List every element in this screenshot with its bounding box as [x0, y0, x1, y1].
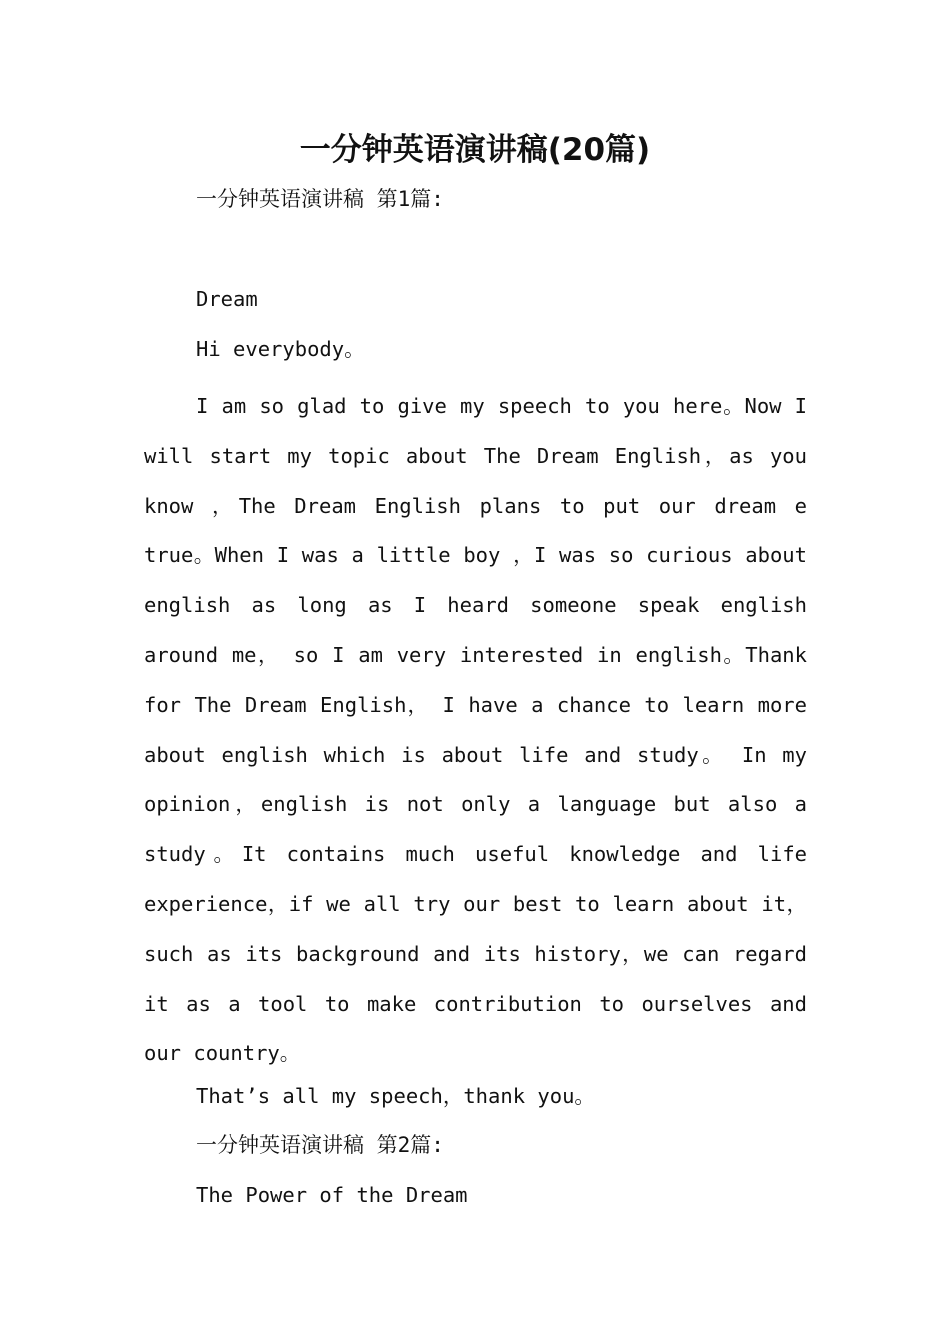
- speech-1-title: Dream: [196, 287, 258, 311]
- document-title: 一分钟英语演讲稿(20篇): [299, 132, 651, 168]
- closing-line: That’s all my speech，thank you。: [196, 1084, 595, 1108]
- speech-2-title: The Power of the Dream: [196, 1183, 468, 1207]
- speech-1-paragraph: I am so glad to give my speech to you here。Now I will start my topic about The Dream English，as you know ，The Dream English plans to put our dream e true。When I was a little boy ，I was so curious about english as long as I heard someone speak english around me， so I am very interested in english。Thank for The Dream English， I have a chance to learn more about english which is about life and study。 In my opinion，english is not only a language but also a study。It contains much useful knowledge and life experience，if we all try our best to learn about it，such as its background and its history，we can regard it as a tool to make contribution to ourselves and our country。: [144, 394, 807, 1066]
- section-1-heading: 一分钟英语演讲稿 第1篇:: [196, 187, 444, 211]
- greeting-line: Hi everybody。: [196, 337, 365, 361]
- section-2-heading: 一分钟英语演讲稿 第2篇:: [196, 1133, 444, 1157]
